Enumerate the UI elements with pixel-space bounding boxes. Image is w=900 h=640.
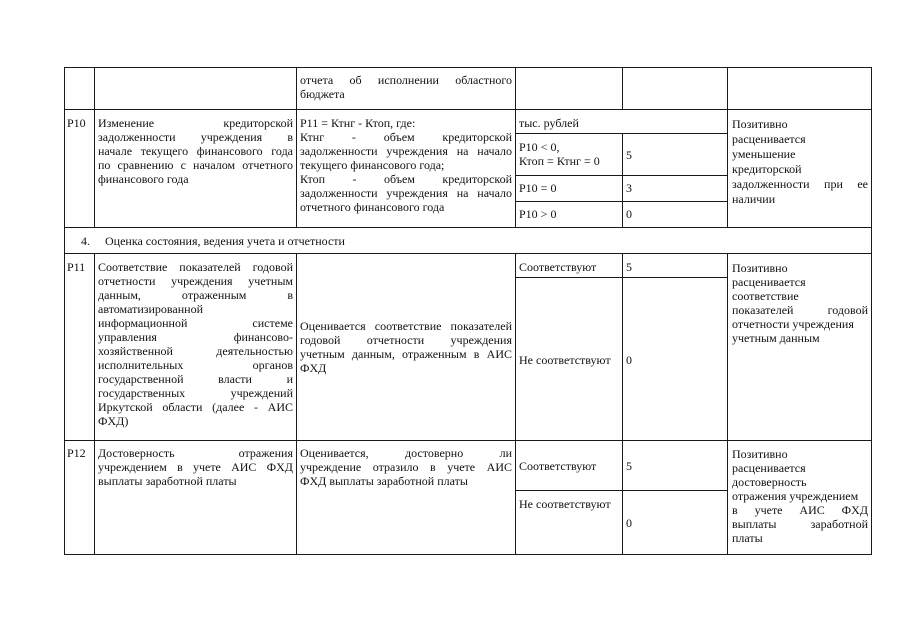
condition-score: 5 <box>626 260 632 274</box>
table-border <box>515 201 727 202</box>
condition-label: Р10 < 0, Ктоп = Ктнг = 0 <box>519 140 600 168</box>
table-border <box>64 227 872 228</box>
condition-score: 3 <box>626 181 632 195</box>
table-border <box>622 133 623 228</box>
condition-label: Р10 = 0 <box>519 181 557 195</box>
table-border <box>64 253 872 254</box>
table-border <box>64 67 65 555</box>
evaluation-note: Позитивно расценивается уменьшение кредиторской задолженности при ее наличии <box>732 117 868 206</box>
section-title: Оценка состояния, ведения учета и отчетности <box>105 234 345 248</box>
condition-label: Не соответствуют <box>519 497 611 511</box>
table-border <box>727 67 728 228</box>
condition-score: 5 <box>626 148 632 162</box>
condition-label: Р10 > 0 <box>519 207 557 221</box>
table-border <box>64 440 872 441</box>
table-border <box>94 67 95 228</box>
indicator-name: Достоверность отражения учреждением в учете АИС ФХД выплаты заработной платы <box>98 446 293 488</box>
table-border <box>515 277 727 278</box>
indicator-method: Оценивается, достоверно ли учреждение отразило в учете АИС ФХД выплаты заработной платы <box>300 446 512 488</box>
table-border <box>727 253 728 555</box>
evaluation-note: Позитивно расценивается достоверность отражения учреждением в учете АИС ФХД выплаты заработной платы <box>732 447 868 545</box>
table-border <box>94 253 95 555</box>
condition-score: 0 <box>626 516 632 530</box>
indicator-code: Р11 <box>67 260 86 274</box>
indicator-code: Р12 <box>67 446 86 460</box>
section-number: 4. <box>81 234 90 248</box>
evaluation-note: Позитивно расценивается соответствие показателей годовой отчетности учреждения учетным данным <box>732 261 868 345</box>
table-border <box>515 490 727 491</box>
table-border <box>515 175 727 176</box>
table-border <box>515 253 516 555</box>
indicator-code: Р10 <box>67 116 86 130</box>
indicator-name: Изменение кредиторской задолженности учреждения в начале текущего финансового года по сравнению с началом отчетного финансового года <box>98 116 293 186</box>
table-border <box>871 67 872 555</box>
indicator-formula: Р11 = Ктнг - Ктоп, где: Ктнг - объем кредиторской задолженности учреждения на начало текущего финансового года; Ктоп - объем кредиторской задолженности учреждения на начало отчетного финансового года <box>300 116 512 214</box>
table-border <box>515 133 727 134</box>
table-border <box>296 253 297 555</box>
table-border <box>296 67 297 228</box>
table-border <box>622 253 623 555</box>
indicator-name: Соответствие показателей годовой отчетности учреждения учетным данным, отраженным в автоматизированной информационной системе управления финансово- хозяйственной деятельностью исполнительных органов государственной власти и государственных учреждений Иркутской области (далее - АИС ФХД) <box>98 260 293 428</box>
condition-label: Соответствуют <box>519 260 597 274</box>
indicator-method: Оценивается соответствие показателей годовой отчетности учреждения учетным данным, отраженным в АИС ФХД <box>300 319 512 375</box>
table-border <box>515 67 516 228</box>
unit-label: тыс. рублей <box>519 116 579 130</box>
table-border <box>64 109 872 110</box>
condition-label: Соответствуют <box>519 459 597 473</box>
table-border <box>622 67 623 110</box>
condition-score: 0 <box>626 353 632 367</box>
condition-score: 5 <box>626 459 632 473</box>
condition-label: Не соответствуют <box>519 353 611 367</box>
report-continuation: отчета об исполнении областного бюджета <box>300 73 512 101</box>
condition-score: 0 <box>626 207 632 221</box>
table-border <box>64 67 872 68</box>
table-border <box>64 554 872 555</box>
